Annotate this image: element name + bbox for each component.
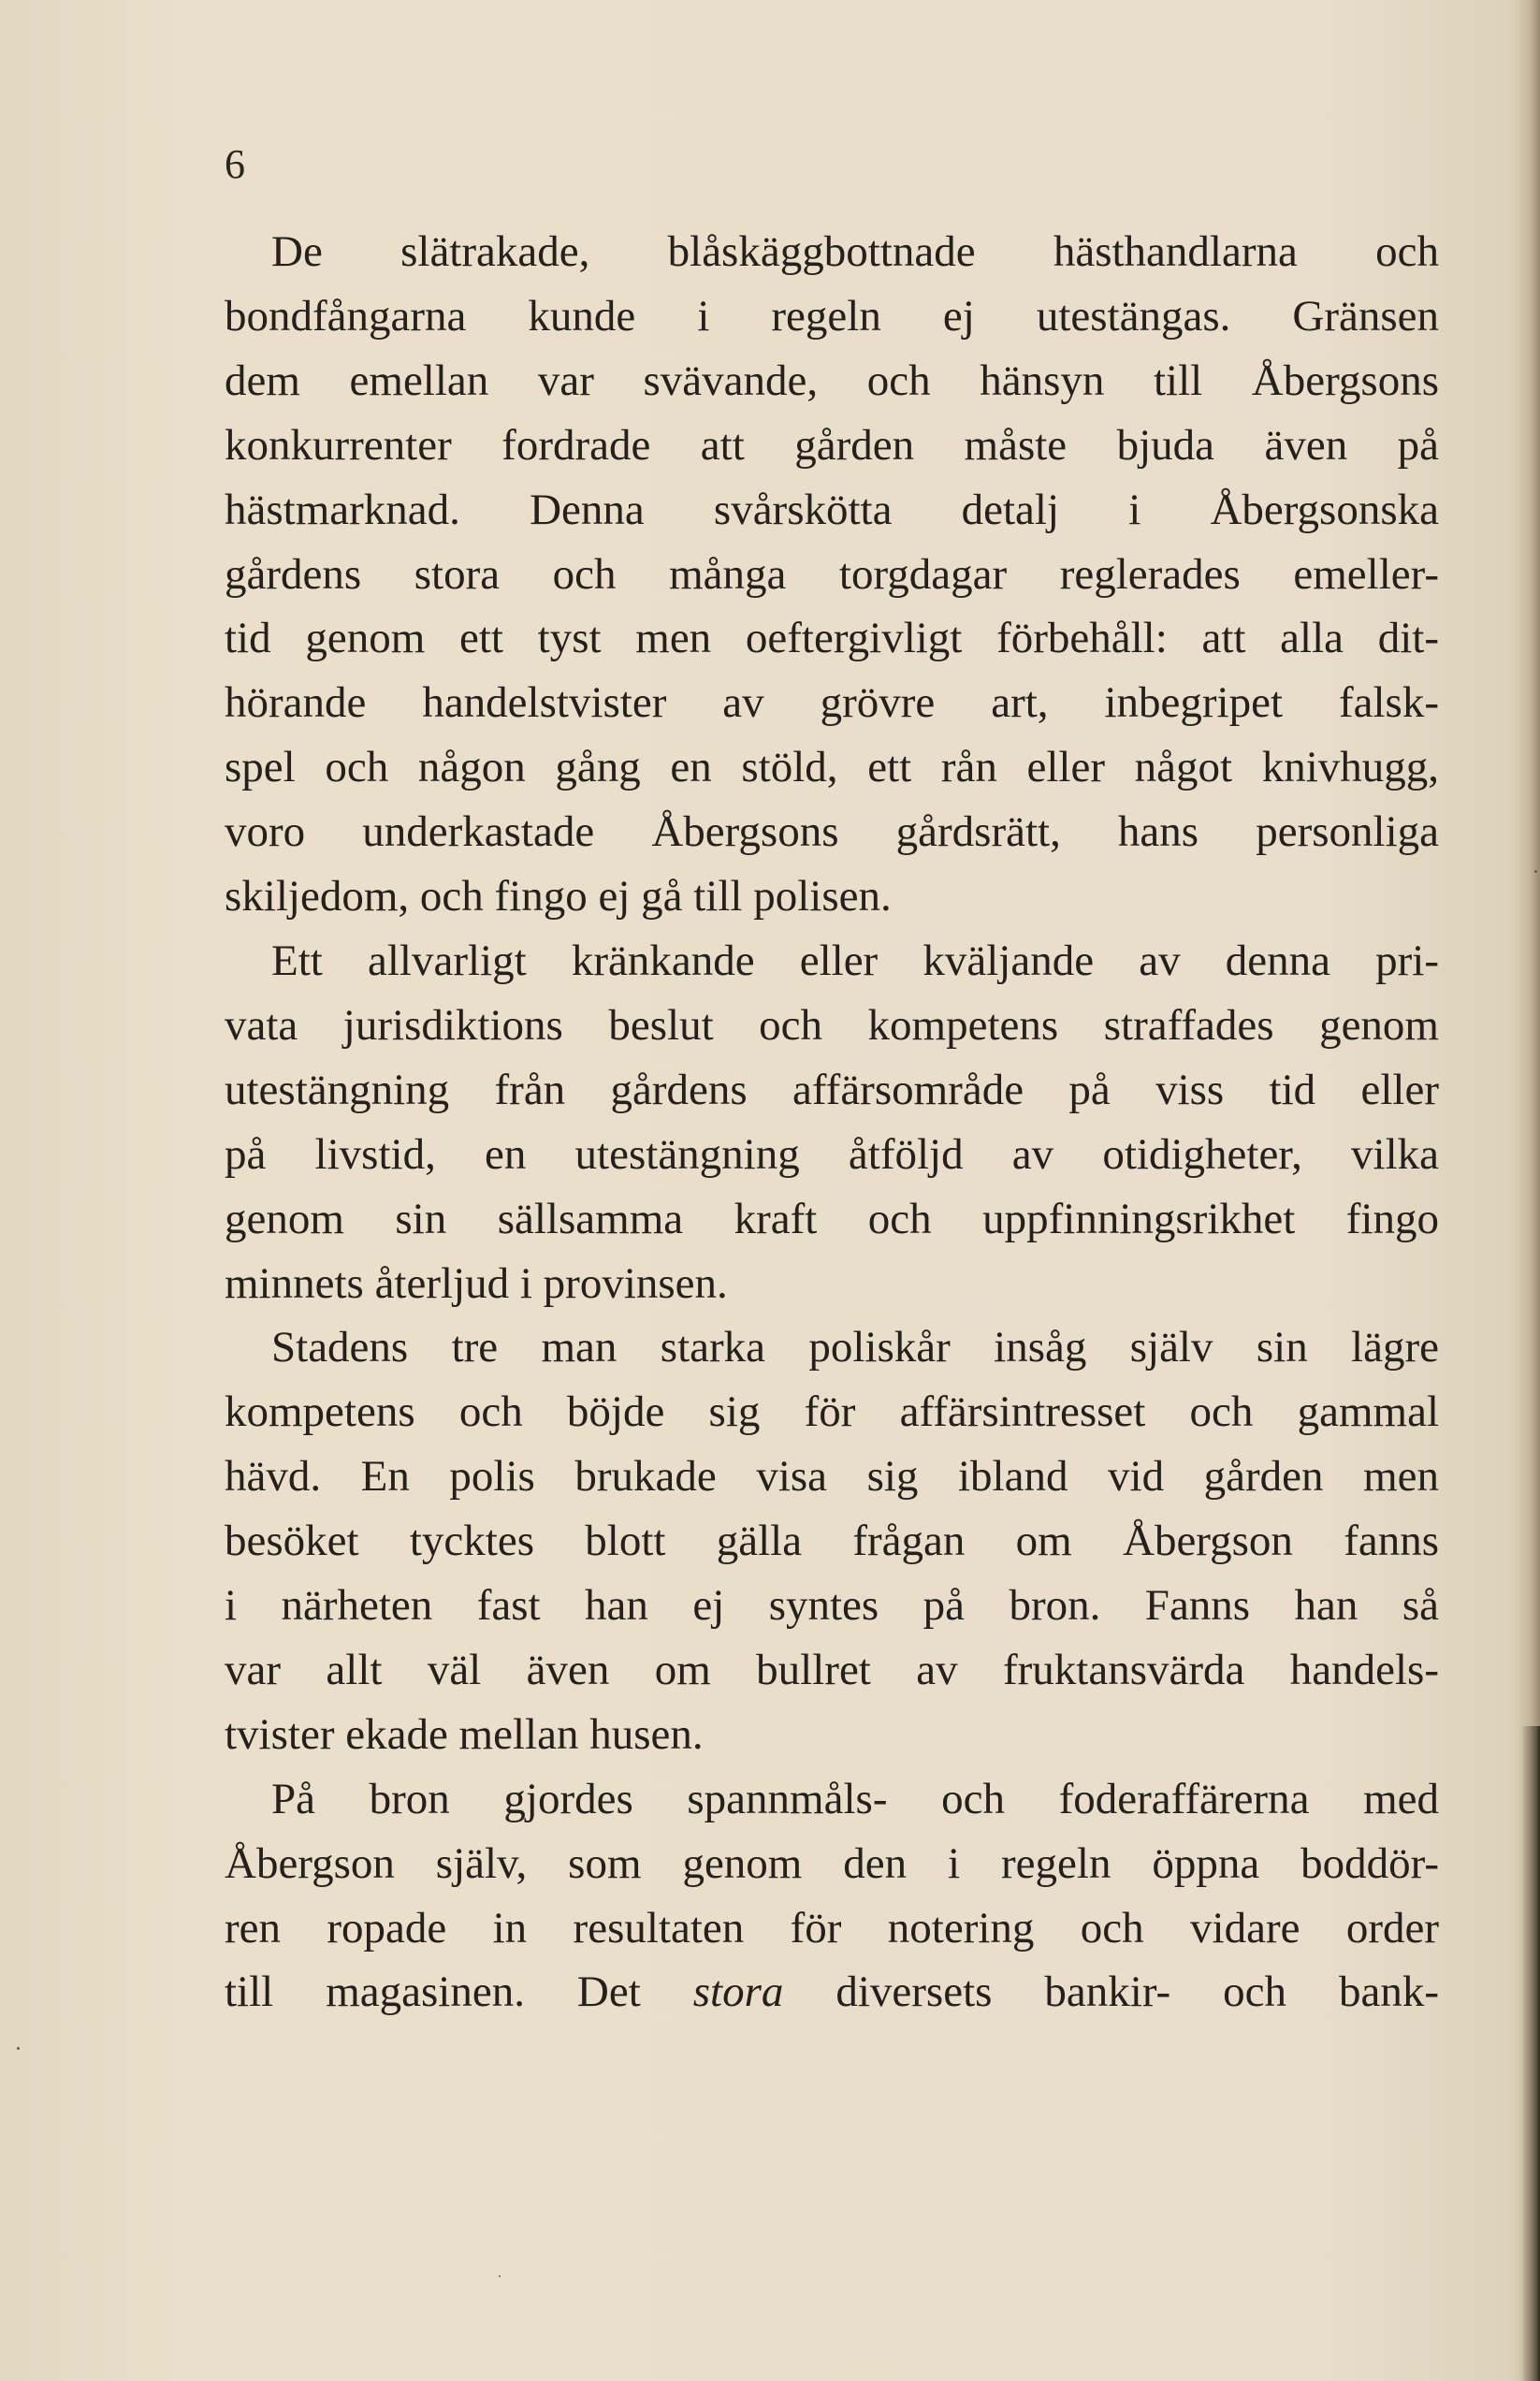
text-line: kompetens och böjde sig för affärsintresset och gammal bbox=[225, 1387, 1439, 1437]
text-line: Åbergson själv, som genom den i regeln öppna boddör- bbox=[225, 1838, 1439, 1888]
text-line: besöket tycktes blott gälla frågan om Åbergson fanns bbox=[225, 1517, 1439, 1566]
text-line: bondfångarna kunde i regeln ej utestängas. Gränsen bbox=[225, 291, 1439, 341]
page-number: 6 bbox=[225, 141, 245, 187]
text-line: tid genom ett tyst men oeftergivligt förbehåll: att alla dit- bbox=[225, 614, 1439, 663]
text-line: dem emellan var svävande, och hänsyn till Åbergsons bbox=[225, 356, 1439, 405]
text-line bbox=[225, 1960, 1439, 2025]
paragraph-1 bbox=[225, 220, 1439, 929]
text-line: ren ropade in resultaten för notering och vidare order bbox=[225, 1903, 1439, 1953]
paragraph-4 bbox=[225, 1767, 1439, 2025]
text-line: hävd. En polis brukade visa sig ibland vid gården men bbox=[225, 1452, 1439, 1502]
text-line: på livstid, en utestängning åtföljd av otidigheter, vilka bbox=[225, 1129, 1439, 1179]
italic-word: stora bbox=[692, 1967, 784, 2017]
text-line: Stadens tre man starka poliskår insåg själv sin lägre bbox=[271, 1323, 1439, 1372]
text-line: vata jurisdiktions beslut och kompetens straffades genom bbox=[225, 1000, 1439, 1050]
text-segment: till magasinen. Det bbox=[225, 1967, 693, 2017]
text-line: hörande handelstvister av grövre art, inbegripet falsk- bbox=[225, 678, 1439, 728]
paper-speck bbox=[1534, 870, 1537, 873]
text-line: spel och någon gång en stöld, ett rån eller något knivhugg, bbox=[225, 743, 1439, 792]
text-line: skiljedom, och fingo ej gå till polisen. bbox=[225, 872, 892, 922]
text-line: voro underkastade Åbergsons gårdsrätt, hans personliga bbox=[225, 807, 1439, 857]
text-segment: diversets bankir- och bank- bbox=[783, 1967, 1439, 2017]
paper-speck bbox=[499, 2275, 501, 2277]
text-line: konkurrenter fordrade att gården måste bjuda även på bbox=[225, 420, 1439, 470]
text-line: Ett allvarligt kränkande eller kväljande av denna pri- bbox=[271, 936, 1439, 985]
text-line: tvister ekade mellan husen. bbox=[225, 1709, 704, 1759]
text-line: i närheten fast han ej syntes på bron. Fanns han så bbox=[225, 1581, 1439, 1631]
text-line: gårdens stora och många torgdagar reglerades emeller- bbox=[225, 549, 1439, 599]
paper-speck bbox=[17, 2047, 20, 2050]
text-line: hästmarknad. Denna svårskötta detalj i Åbergsonska bbox=[225, 485, 1439, 534]
text-line: utestängning från gårdens affärsområde på viss tid eller bbox=[225, 1065, 1439, 1114]
paragraph-3 bbox=[225, 1315, 1439, 1766]
text-line: På bron gjordes spannmåls- och foderaffärerna med bbox=[271, 1774, 1439, 1823]
text-line: De slätrakade, blåskäggbottnade hästhandlarna och bbox=[271, 227, 1439, 276]
text-line: genom sin sällsamma kraft och uppfinningsrikhet fingo bbox=[225, 1194, 1439, 1243]
binding-shadow bbox=[1521, 1726, 1540, 2381]
text-line: var allt väl även om bullret av fruktansvärda handels- bbox=[225, 1645, 1439, 1694]
body-text bbox=[225, 220, 1439, 2025]
paragraph-2 bbox=[225, 929, 1439, 1315]
text-line: minnets återljud i provinsen. bbox=[225, 1258, 728, 1308]
